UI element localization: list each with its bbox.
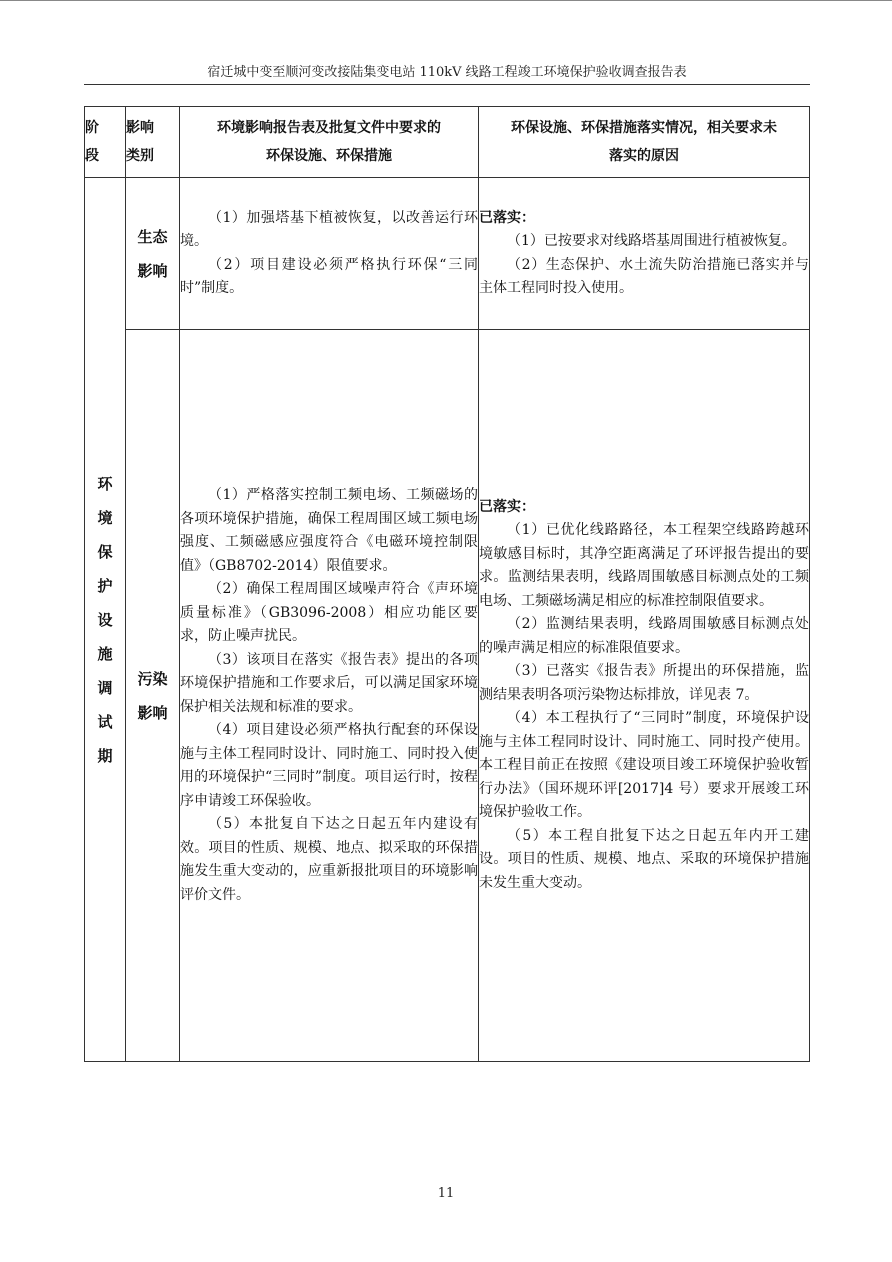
type-line: 生态 [137, 227, 168, 246]
type-cell-ecology [126, 178, 180, 330]
header-required-measures [180, 107, 479, 178]
type-line: 影响 [137, 703, 168, 722]
status-item: （1）已优化线路路径，本工程架空线路跨越环境敏感目标时，其净空距离满足了环评报告提出的要求。监测结果表明，线路周围敏感目标测点处的工频电场、工频磁场满足相应的标准控制限值要求。 [479, 522, 809, 609]
stage-cell [85, 178, 126, 1062]
header-type-line: 类别 [126, 148, 154, 164]
status-item: （4）本工程执行了“三同时”制度，环境保护设施与主体工程同时设计、同时施工、同时投产使用。本工程目前正在按照《建设项目竣工环境保护验收暂行办法》（国环规环评[2017]4 号）要求开展竣工环境保护验收工作。 [479, 710, 809, 821]
status-lead: 已落实： [479, 209, 535, 226]
status-item: （1）已按要求对线路塔基周围进行植被恢复。 [507, 233, 796, 249]
required-item: （1）严格落实控制工频电场、工频磁场的各项环境保护措施，确保工程周围区域工频电场强度、工频磁感应强度符合《电磁环境控制限值》（GB8702-2014）限值要求。 [180, 487, 478, 574]
required-item: （1）加强塔基下植被恢复，以改善运行环境。 [180, 209, 478, 249]
status-item: （5）本工程自批复下达之日起五年内开工建设。项目的性质、规模、地点、采取的环境保护措施未发生重大变动。 [479, 827, 809, 891]
status-item: （3）已落实《报告表》所提出的环保措施，监测结果表明各项污染物达标排放，详见表 7。 [479, 663, 809, 703]
stage-char: 调 [97, 678, 113, 697]
page-number: 11 [437, 1186, 455, 1201]
stage-char: 期 [97, 746, 113, 765]
header-stage [85, 107, 126, 178]
header-implementation-status [479, 107, 810, 178]
status-item: （2）监测结果表明，线路周围敏感目标测点处的噪声满足相应的标准限值要求。 [479, 616, 809, 656]
required-item: （2）项目建设必须严格执行环保“三同时”制度。 [180, 256, 478, 296]
stage-char: 保 [97, 542, 113, 561]
required-item: （2）确保工程周围区域噪声符合《声环境质量标准》（GB3096-2008）相应功能区要求，防止噪声扰民。 [180, 581, 478, 644]
stage-char: 护 [97, 576, 113, 595]
table-row-ecology [85, 178, 810, 330]
required-cell-pollution [180, 330, 479, 1062]
required-item: （3）该项目在落实《报告表》提出的各项环境保护措施和工作要求后，可以满足国家环境保护相关法规和标准的要求。 [180, 651, 478, 715]
header-type [126, 107, 180, 178]
header-rule [84, 84, 810, 85]
header-status-line: 环保设施、环保措施落实情况，相关要求未 [511, 120, 777, 136]
header-status-line: 落实的原因 [609, 148, 679, 164]
header-required-line: 环保设施、环保措施 [266, 148, 392, 164]
stage-char: 施 [97, 644, 113, 663]
table-row-pollution [85, 330, 810, 1062]
status-item: （2）生态保护、水土流失防治措施已落实并与主体工程同时投入使用。 [479, 256, 809, 296]
page-top-border [0, 0, 892, 1]
report-header-title: 宿迁城中变至顺河变改接陆集变电站 110kV 线路工程竣工环境保护验收调查报告表 [207, 65, 687, 80]
required-item: （4）项目建设必须严格执行配套的环保设施与主体工程同时设计、同时施工、同时投入使用的环境保护“三同时”制度。项目运行时，按程序申请竣工环保验收。 [180, 722, 478, 809]
type-cell-pollution [126, 330, 180, 1062]
status-cell-ecology [479, 178, 810, 330]
required-item: （5）本批复自下达之日起五年内建设有效。项目的性质、规模、地点、拟采取的环保措施发生重大变动的，应重新报批项目的环境影响评价文件。 [180, 816, 478, 903]
header-required-line: 环境影响报告表及批复文件中要求的 [217, 120, 441, 136]
status-lead: 已落实： [479, 498, 535, 515]
stage-char: 试 [97, 712, 113, 731]
stage-char: 境 [97, 508, 113, 527]
table-header-row [85, 107, 810, 178]
status-cell-pollution [479, 330, 810, 1062]
type-line: 污染 [137, 669, 168, 688]
type-line: 影响 [137, 261, 168, 280]
header-type-line: 影响 [126, 120, 154, 136]
measures-table [84, 106, 810, 1062]
required-cell-ecology [180, 178, 479, 330]
stage-char: 设 [97, 610, 113, 629]
header-stage-line: 段 [85, 148, 99, 164]
stage-char: 环 [97, 474, 113, 493]
header-stage-line: 阶 [85, 120, 99, 136]
